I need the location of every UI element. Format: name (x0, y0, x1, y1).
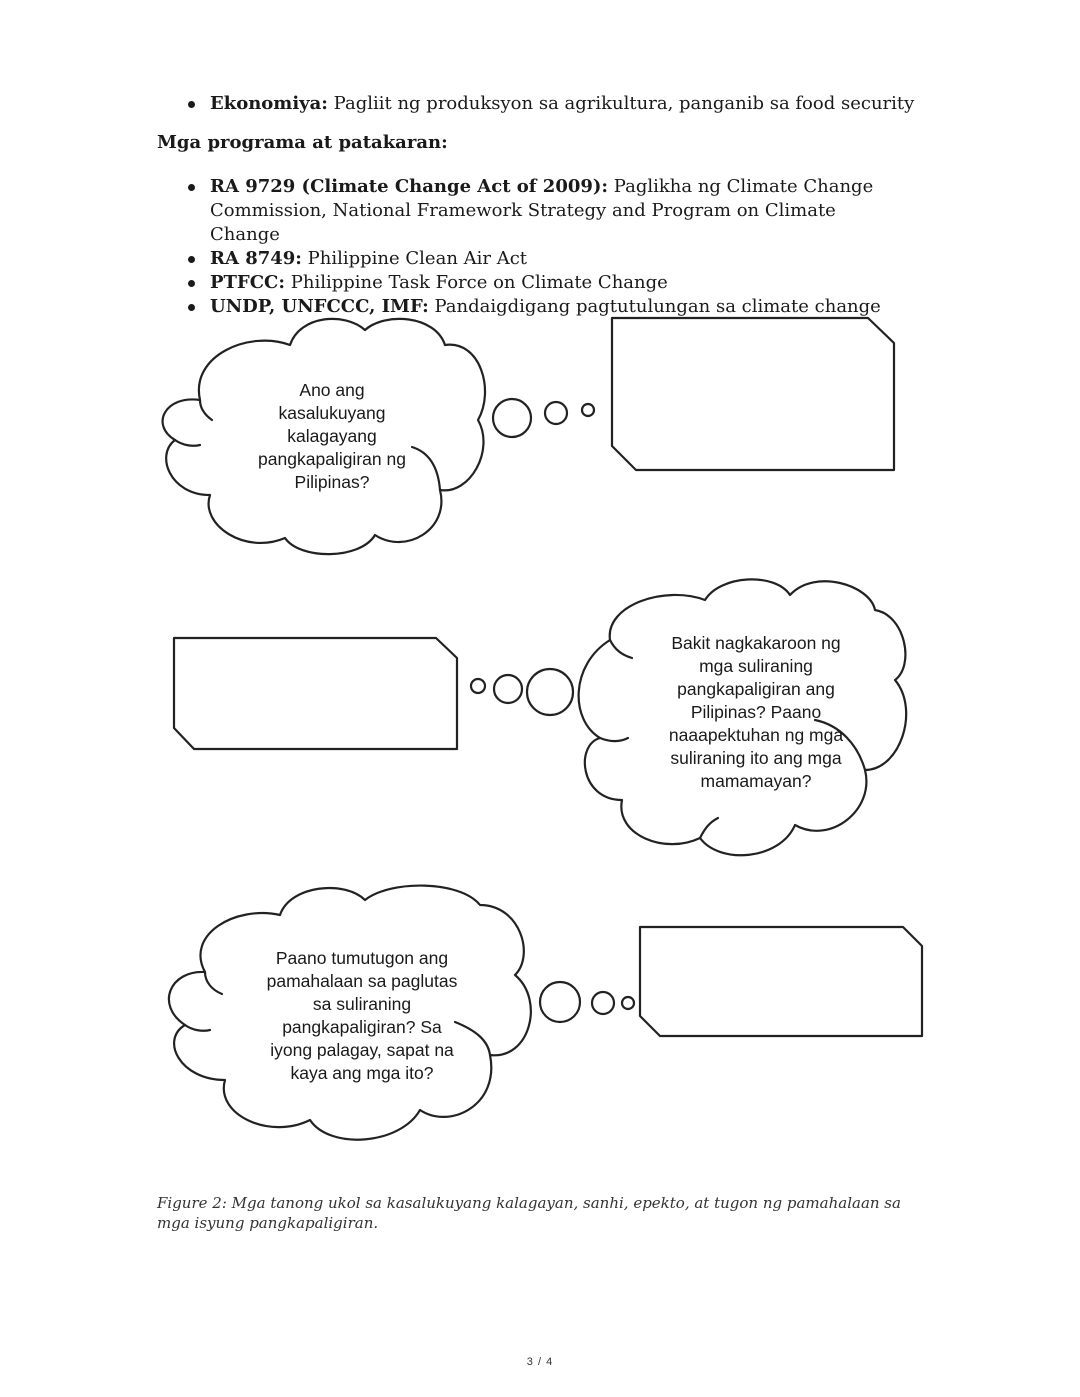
thought-bubble-small-2 (471, 679, 485, 693)
thought-bubble-large-3 (540, 982, 580, 1022)
programs-heading: Mga programa at patakaran: (157, 132, 448, 153)
program-item-text: Philippine Clean Air Act (301, 248, 528, 269)
question-line: Paano tumutugon ang (275, 948, 449, 968)
question-line: iyong palagay, sapat na (270, 1040, 454, 1060)
thought-bubble-large-2 (527, 669, 573, 715)
program-item-text: Paglikha ng Climate Change Commission, National Framework Strategy and Program on Climate Change (210, 176, 874, 245)
question-line: pamahalaan sa paglutas (266, 971, 458, 991)
question-line: kaya ang mga ito? (290, 1063, 434, 1083)
question-line: Pilipinas? (294, 472, 370, 492)
program-item-bold: RA 8749: (210, 248, 302, 269)
question-line: pangkapaligiran? Sa (282, 1017, 442, 1037)
program-item-bold: UNDP, UNFCCC, IMF: (210, 296, 429, 317)
question-line: naaapektuhan ng mga (668, 725, 844, 745)
question-2-text (642, 632, 870, 793)
question-1-text (232, 379, 432, 494)
question-line: mamamayan? (700, 771, 812, 791)
question-line: pangkapaligiran ang (677, 679, 835, 699)
answer-box-2[interactable] (174, 638, 457, 749)
question-line: Ano ang (299, 380, 365, 400)
program-item-bold: PTFCC: (210, 272, 286, 293)
answer-box-1[interactable] (612, 318, 894, 470)
program-item-text: Philippine Task Force on Climate Change (285, 272, 668, 293)
thought-bubble-medium-2 (494, 675, 522, 703)
question-line: Bakit nagkakaroon ng (671, 633, 841, 653)
question-line: pangkapaligiran ng (258, 449, 406, 469)
thought-bubble-large-1 (493, 399, 531, 437)
bullet-bold: Ekonomiya: (210, 93, 328, 114)
program-item-text: Pandaigdigang pagtutulungan sa climate change (428, 296, 881, 317)
program-item-bold: RA 9729 (Climate Change Act of 2009): (210, 176, 609, 197)
question-3-text (242, 947, 482, 1085)
thought-bubble-medium-1 (545, 402, 567, 424)
thought-bubble-small-3 (622, 997, 634, 1009)
thought-bubble-small-1 (582, 404, 594, 416)
question-line: Pilipinas? Paano (690, 702, 822, 722)
answer-box-3[interactable] (640, 927, 922, 1036)
page-number: 3 / 4 (526, 1356, 554, 1368)
thought-bubble-medium-3 (592, 992, 614, 1014)
question-line: mga suliraning (699, 656, 813, 676)
figure-caption: Figure 2: Mga tanong ukol sa kasalukuyang kalagayan, sanhi, epekto, at tugon ng pamahalaan sa mga isyung pangkapaligiran. (157, 1194, 901, 1232)
question-line: kalagayang (287, 426, 377, 446)
question-line: suliraning ito ang mga (670, 748, 842, 768)
question-line: sa suliraning (312, 994, 412, 1014)
question-line: kasalukuyang (278, 403, 386, 423)
bullet-text: Pagliit ng produksyon sa agrikultura, panganib sa food security (327, 93, 915, 114)
